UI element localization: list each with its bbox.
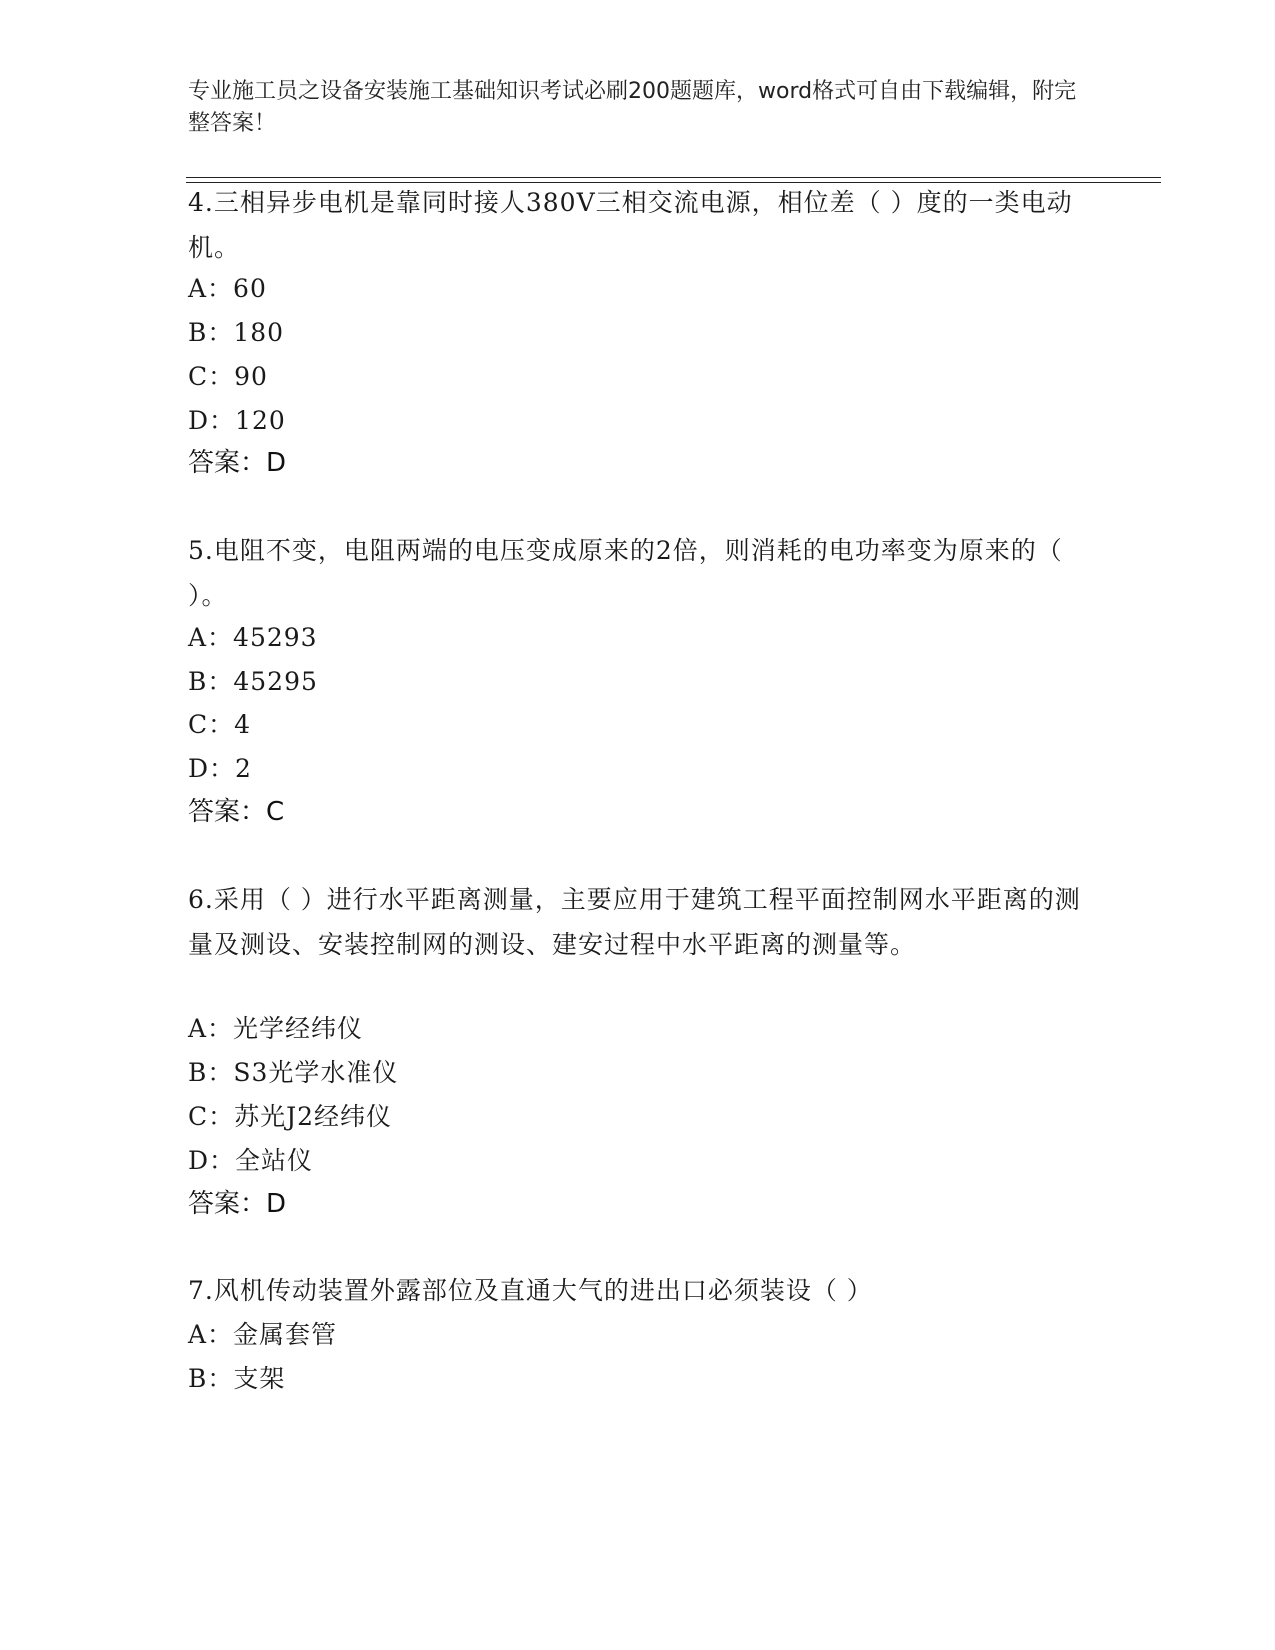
question-4-answer: 答案：D [188, 448, 287, 478]
question-7-stem: 7.风机传动装置外露部位及直通大气的进出口必须装设（ ） [188, 1276, 873, 1305]
question-7-option-a: A：金属套管 [188, 1320, 338, 1349]
question-4-stem: 4.三相异步电机是靠同时接人380V三相交流电源，相位差（ ）度的一类电动机。 [188, 188, 1073, 262]
question-6-option-a: A：光学经纬仪 [188, 1014, 364, 1043]
question-7-option-b: B：支架 [188, 1364, 286, 1393]
question-5-answer: 答案：C [188, 797, 285, 827]
question-6-option-b: B：S3光学水准仪 [188, 1058, 399, 1087]
question-4-option-b: B：180 [188, 318, 285, 347]
question-5-option-d: D：2 [188, 754, 252, 783]
question-6-answer: 答案：D [188, 1189, 287, 1219]
question-5-stem: 5.电阻不变，电阻两端的电压变成原来的2倍，则消耗的电功率变为原来的（ ）。 [188, 536, 1063, 610]
question-5-option-b: B：45295 [188, 667, 318, 696]
question-6-option-d: D：全站仪 [188, 1146, 314, 1175]
document-header: 专业施工员之设备安装施工基础知识考试必刷200题题库，word格式可自由下载编辑，附完整答案！ [188, 79, 1077, 136]
question-4-option-c: C：90 [188, 362, 268, 391]
question-5-option-c: C：4 [188, 710, 252, 739]
question-5-option-a: A：45293 [188, 623, 318, 652]
question-6-option-c: C：苏光J2经纬仪 [188, 1102, 393, 1131]
question-4-option-a: A：60 [188, 274, 267, 303]
question-6-stem: 6.采用（ ）进行水平距离测量，主要应用于建筑工程平面控制网水平距离的测量及测设、安装控制网的测设、建安过程中水平距离的测量等。 [188, 885, 1081, 959]
question-4-option-d: D：120 [188, 406, 286, 435]
